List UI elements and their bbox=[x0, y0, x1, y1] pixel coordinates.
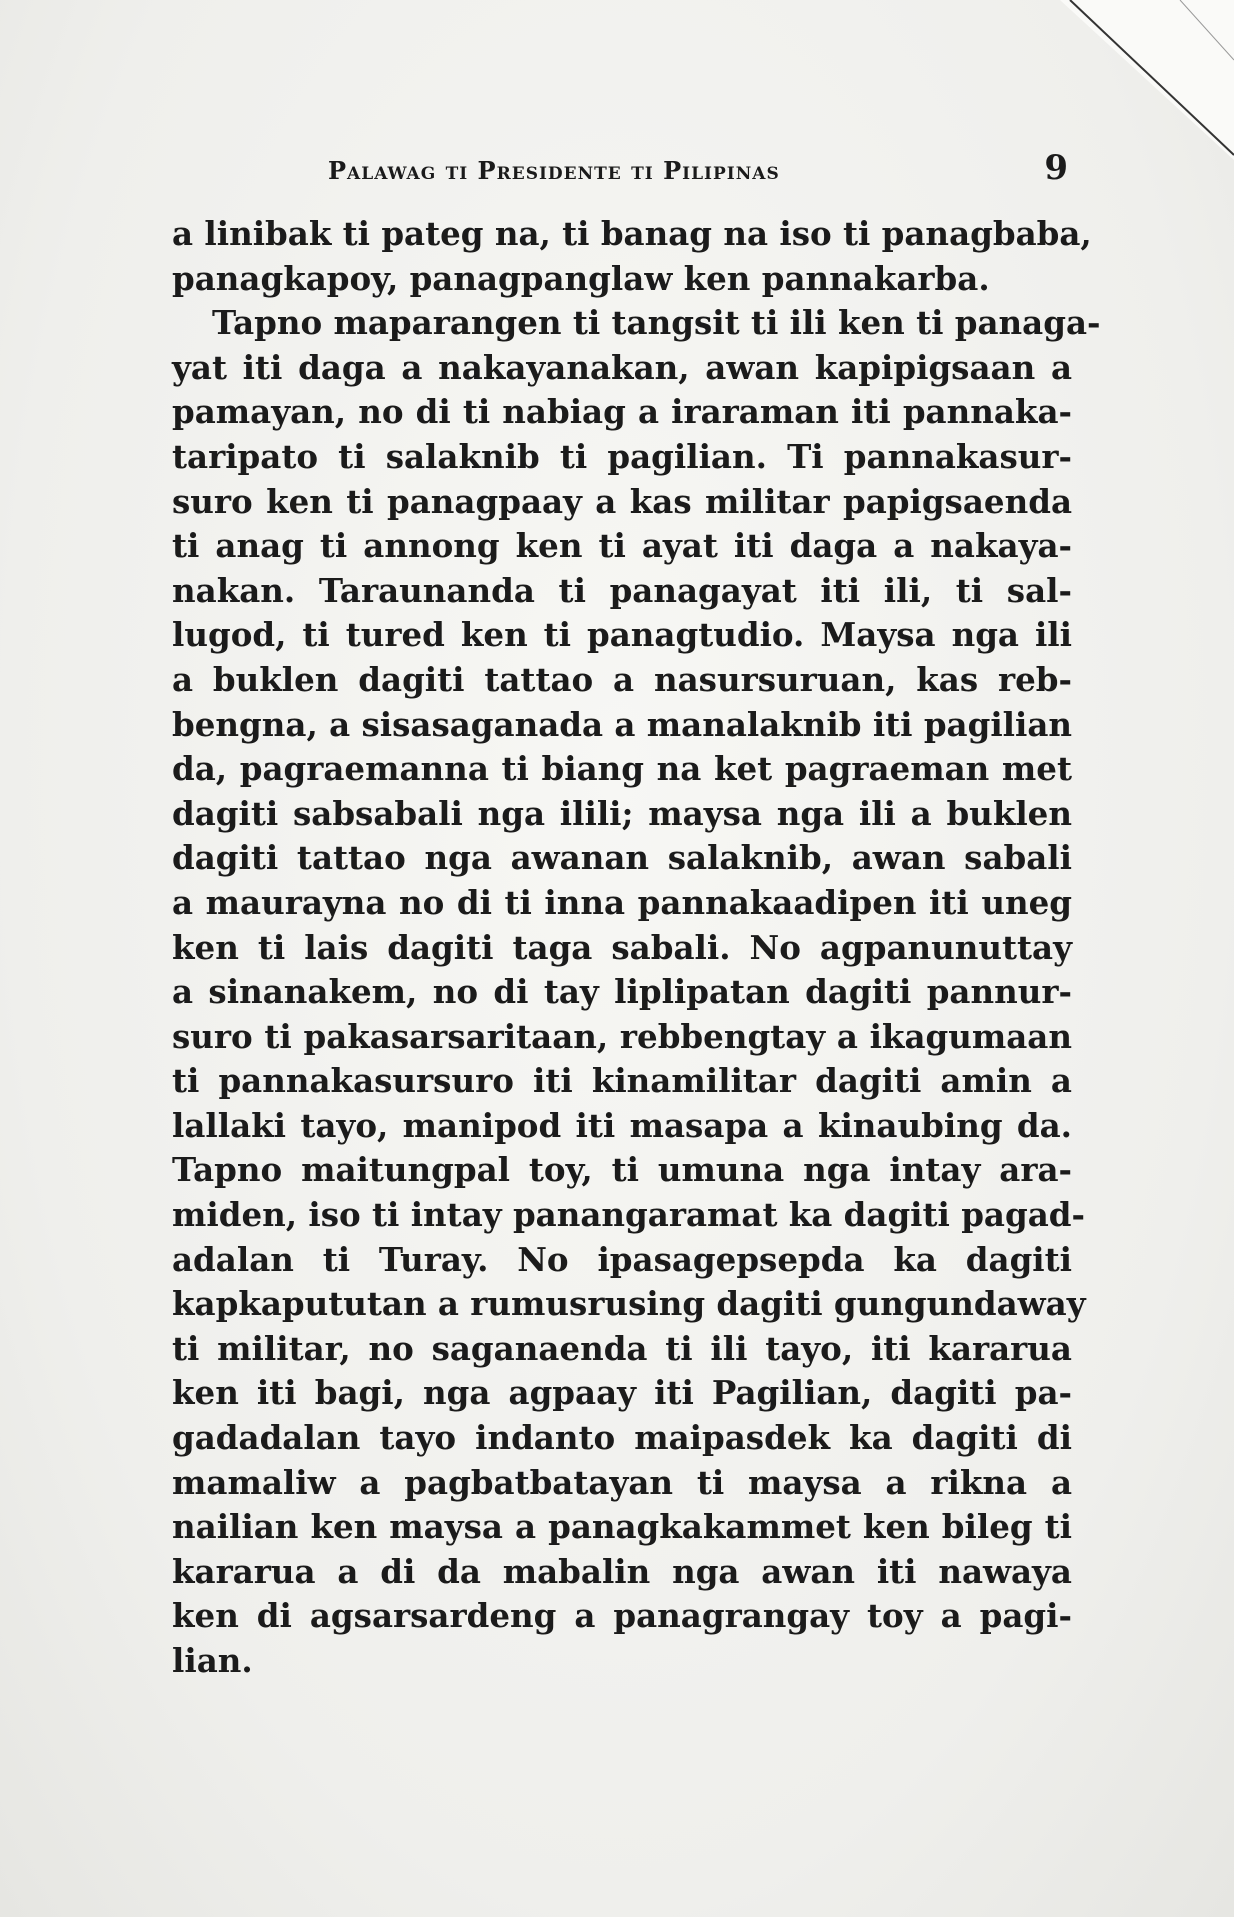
text-line: a linibak ti pateg na, ti banag na iso ti panagbaba, bbox=[172, 214, 1092, 253]
text-line: ti militar, no saganaenda ti ili tayo, iti kararua bbox=[172, 1328, 1072, 1368]
text-line: yat iti daga a nakayanakan, awan kapipigsaan a bbox=[172, 347, 1072, 387]
text-line: lian. bbox=[172, 1641, 253, 1680]
text-line: panagkapoy, panagpanglaw ken pannakarba. bbox=[172, 258, 990, 298]
text-line: ken ti lais dagiti taga sabali. No agpanunuttay bbox=[172, 927, 1072, 967]
text-line: pamayan, no di ti nabiag a iraraman iti pannaka- bbox=[172, 392, 1072, 432]
text-line: a maurayna no di ti inna pannakaadipen iti uneg bbox=[172, 882, 1072, 922]
text-line: gadadalan tayo indanto maipasdek ka dagiti di bbox=[172, 1418, 1072, 1458]
text-line: kapkapututan a rumusrusing dagiti gungundaway bbox=[172, 1284, 1086, 1324]
text-line: ken iti bagi, nga agpaay iti Pagilian, dagiti pa- bbox=[172, 1373, 1072, 1413]
running-title: Palawag ti Presidente ti Pilipinas bbox=[328, 156, 780, 185]
text-line: miden, iso ti intay panangaramat ka dagiti pagad- bbox=[172, 1195, 1085, 1235]
body-text bbox=[172, 212, 1101, 1684]
text-line: mamaliw a pagbatbatayan ti maysa a rikna a bbox=[172, 1462, 1072, 1502]
text-line: dagiti sabsabali nga ilili; maysa nga ili a buklen bbox=[172, 793, 1072, 833]
text-line: bengna, a sisasaganada a manalaknib iti pagilian bbox=[172, 704, 1073, 744]
text-line: lugod, ti tured ken ti panagtudio. Maysa nga ili bbox=[172, 615, 1072, 655]
page-corner-fold bbox=[1060, 0, 1234, 160]
running-head bbox=[328, 148, 1068, 192]
text-line: suro ken ti panagpaay a kas militar papigsaenda bbox=[172, 481, 1072, 521]
text-line: lallaki tayo, manipod iti masapa a kinaubing da. bbox=[172, 1105, 1072, 1145]
text-line: a buklen dagiti tattao a nasursuruan, kas reb- bbox=[172, 659, 1072, 699]
text-line: taripato ti salaknib ti pagilian. Ti pannakasur- bbox=[172, 436, 1072, 476]
text-line: adalan ti Turay. No ipasagepsepda ka dagiti bbox=[172, 1239, 1072, 1279]
text-line: ti anag ti annong ken ti ayat iti daga a nakaya- bbox=[172, 526, 1072, 566]
text-line: a sinanakem, no di tay liplipatan dagiti pannur- bbox=[172, 972, 1072, 1012]
text-line: Tapno maitungpal toy, ti umuna nga intay ara- bbox=[172, 1150, 1072, 1190]
text-line: Tapno maparangen ti tangsit ti ili ken ti panaga- bbox=[212, 303, 1101, 343]
text-line: kararua a di da mabalin nga awan iti nawaya bbox=[172, 1551, 1072, 1591]
page-number: 9 bbox=[1044, 148, 1068, 188]
text-line: nakan. Taraunanda ti panagayat iti ili, ti sal- bbox=[172, 570, 1072, 610]
text-line: ken di agsarsardeng a panagrangay toy a pagi- bbox=[172, 1596, 1072, 1636]
text-line: ti pannakasursuro iti kinamilitar dagiti amin a bbox=[172, 1061, 1072, 1101]
text-line: dagiti tattao nga awanan salaknib, awan sabali bbox=[172, 838, 1072, 878]
text-line: da, pagraemanna ti biang na ket pagraeman met bbox=[172, 749, 1072, 789]
text-line: suro ti pakasarsaritaan, rebbengtay a ikagumaan bbox=[172, 1016, 1072, 1056]
text-line: nailian ken maysa a panagkakammet ken bileg ti bbox=[172, 1507, 1072, 1547]
